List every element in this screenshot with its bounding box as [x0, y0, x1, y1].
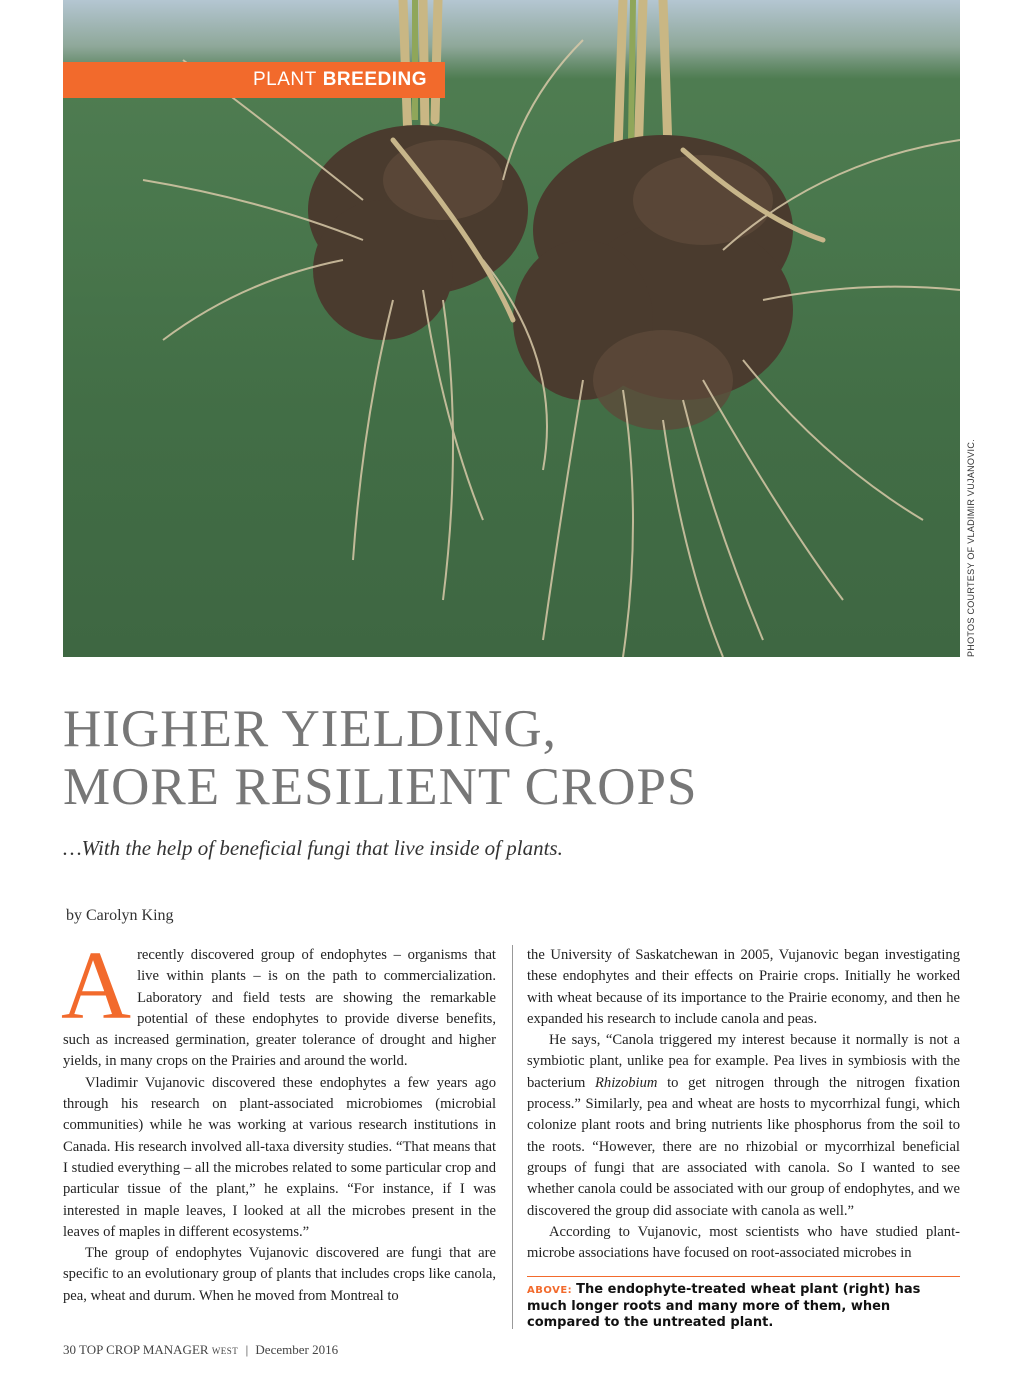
paragraph-text: to get nitrogen through the nitrogen fixation process.” Similarly, pea and wheat are hosts to mycorrhizal fungi, which colonize plant roots and bring nutrients like phosphorus from the soil to the roots. “However, there are no rhizobial or mycorrhizal beneficial groups of fungi that are associated with canola. So I wanted to see whether canola could be associated with our group of endophytes, and we discovered the group did associate with canola as well.” [527, 1074, 961, 1219]
drop-cap: A [61, 932, 132, 1039]
page-footer [63, 1342, 338, 1358]
paragraph: Vladimir Vujanovic discovered these endophytes a few years ago through his research on plant-associated microbiomes (microbial communities) while he was working at various research institutions in Canada. His research involved all-taxa diversity studies. “That means that I studied everything – all the microbes related to some particular crop and particular tissue of the plant,” he explains. “For instance, if I was interested in maple leaves, I looked at all the microbes present in the leaves of maples in different ecosystems.” [63, 1074, 496, 1240]
article-column-2 [527, 945, 960, 1264]
italic-term: Rhizobium [595, 1074, 658, 1091]
caption-text: The endophyte-treated wheat plant (right) has much longer roots and many more of them, when compared to the untreated plant. [527, 1282, 921, 1330]
section-tag-light: PLANT [252, 69, 317, 90]
paragraph [61, 932, 496, 1073]
paragraph-text: recently discovered group of endophytes – organisms that live within plants – is on the path to commercialization. Laboratory and field tests are showing the remarkable potential of these endophytes to provide diverse benefits, such as increased germination, greater tolerance of drought and higher yields, in many crops on the Prairies and around the world. [63, 947, 496, 1070]
magazine-name: TOP CROP MANAGER [79, 1342, 209, 1357]
footer-separator: | [245, 1342, 249, 1357]
hero-photo [63, 0, 960, 657]
byline: by Carolyn King [66, 907, 174, 924]
photo-caption [527, 1276, 960, 1331]
caption-lead: ABOVE: [527, 1285, 573, 1296]
section-tag [63, 62, 445, 98]
headline-line-1: HIGHER YIELDING, [63, 700, 557, 758]
magazine-edition: WEST [211, 1346, 239, 1356]
article-column-1 [61, 932, 496, 1307]
column-divider [512, 945, 513, 1329]
page-number: 30 [63, 1342, 76, 1357]
paragraph: the University of Saskatchewan in 2005, Vujanovic began investigating these endophytes and their effects on Prairie crops. Initially he worked with wheat because of its importance to the Prairie economy, and then he expanded his research to include canola and peas. [527, 947, 960, 1027]
roots-illustration [63, 0, 960, 657]
issue-date: December 2016 [255, 1342, 339, 1357]
paragraph: According to Vujanovic, most scientists who have studied plant-microbe associations have focused on root-associated microbes in [527, 1223, 960, 1262]
paragraph-text: He says, “Canola triggered my interest because it normally is not a symbiotic plant, unlike pea for example. Pea lives in symbiosis with the bacterium [527, 1032, 960, 1091]
headline [63, 700, 963, 816]
headline-line-2: MORE RESILIENT CROPS [63, 758, 698, 816]
subhead: …With the help of beneficial fungi that live inside of plants. [63, 836, 563, 860]
photo-credit: PHOTOS COURTESY OF VLADIMIR VUJANOVIC. [966, 439, 976, 657]
paragraph [527, 1030, 960, 1222]
paragraph: The group of endophytes Vujanovic discovered are fungi that are specific to an evolutionary group of plants that includes crops like canola, pea, wheat and durum. When he moved from Montreal to [63, 1245, 496, 1304]
section-tag-bold: BREEDING [322, 69, 427, 90]
